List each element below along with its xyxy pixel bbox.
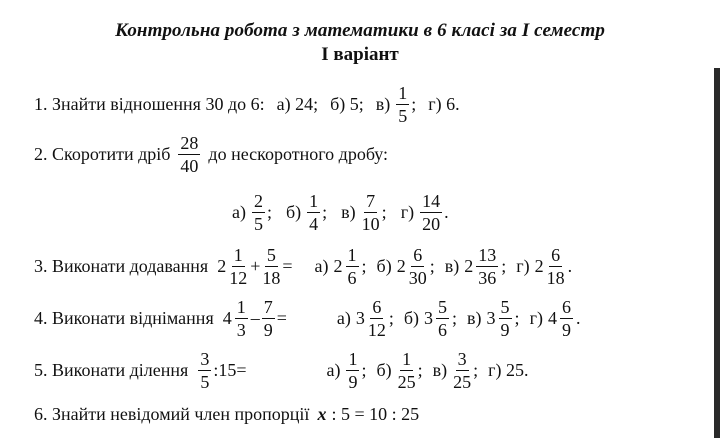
q1-option-c-label: в) (375, 94, 391, 114)
q2-option-c-fraction (362, 192, 380, 233)
fraction-denominator: 6 (438, 320, 448, 340)
q3-option-d-value (535, 246, 567, 287)
q5-option-c-label: в) (432, 360, 448, 380)
q5-option-a-fraction (346, 350, 359, 391)
q5-option-c-fraction (453, 350, 471, 391)
question-3 (34, 246, 572, 287)
option-fraction (346, 246, 359, 287)
fraction-denominator: 40 (180, 156, 199, 176)
fraction-numerator: 3 (457, 349, 467, 369)
option-fraction (499, 298, 512, 339)
q5-option-d: г) 25. (488, 360, 529, 380)
q2-option-b-fraction (307, 192, 320, 233)
q3-option-a-value (334, 246, 361, 287)
q4-option-d-value (548, 298, 575, 339)
q2-fraction (178, 134, 200, 175)
separator: ; (361, 256, 367, 276)
fraction-numerator: 14 (422, 191, 441, 211)
q5-option-b-label: б) (376, 360, 392, 380)
q3-option-b-label: б) (376, 256, 392, 276)
fraction-denominator: 25 (453, 372, 472, 392)
fraction-denominator: 9 (263, 320, 273, 340)
q5-option-a-label: а) (326, 360, 341, 380)
question-4-text: 4. Виконати віднімання (34, 308, 214, 328)
fraction-numerator: 1 (398, 83, 408, 103)
fraction-numerator: 7 (366, 191, 376, 211)
separator: ; (381, 202, 387, 222)
separator: ; (266, 202, 272, 222)
separator: . (444, 202, 449, 222)
option-fraction (560, 298, 573, 339)
fraction-numerator: 6 (551, 245, 561, 265)
fraction-denominator: 3 (236, 320, 246, 340)
fraction-denominator: 30 (408, 268, 427, 288)
q2-option-d-fraction (420, 192, 442, 233)
question-1-text: 1. Знайти відношення 30 до 6: (34, 94, 265, 114)
fraction-denominator: 5 (200, 372, 210, 392)
whole-part: 2 (464, 256, 474, 276)
q4-option-a-value (356, 298, 388, 339)
fraction-numerator: 6 (561, 297, 571, 317)
equals-sign: = (276, 308, 287, 328)
q4-expr-fraction-1 (235, 298, 248, 339)
separator: . (575, 308, 581, 328)
q4-expr-fraction-2 (262, 298, 275, 339)
q5-option-b-fraction (398, 350, 416, 391)
separator: . (567, 256, 573, 276)
fraction-numerator: 6 (413, 245, 423, 265)
question-5-text: 5. Виконати ділення (34, 360, 189, 380)
whole-part: 2 (333, 256, 343, 276)
q1-option-d: г) 6. (428, 94, 460, 114)
fraction-denominator: 4 (309, 214, 319, 234)
fraction-numerator: 6 (372, 297, 382, 317)
option-fraction (547, 246, 565, 287)
question-2-text-before: 2. Скоротити дріб (34, 144, 171, 164)
fraction-numerator: 1 (348, 349, 358, 369)
option-fraction (409, 246, 427, 287)
fraction-numerator: 2 (253, 191, 263, 211)
whole-part: 3 (355, 308, 365, 328)
q4-option-b-value (424, 298, 451, 339)
operator-minus: – (250, 308, 260, 328)
fraction-denominator: 12 (367, 320, 386, 340)
question-2 (34, 134, 388, 175)
q5-expr-divisor: :15= (213, 360, 247, 380)
q3-option-d-label: г) (516, 256, 530, 276)
fraction-denominator: 12 (229, 268, 248, 288)
fraction-denominator: 9 (500, 320, 510, 340)
question-5 (34, 350, 529, 391)
whole-part: 2 (534, 256, 544, 276)
fraction-numerator: 1 (233, 245, 243, 265)
separator: ; (501, 256, 507, 276)
separator: ; (322, 202, 328, 222)
q4-option-a-label: а) (336, 308, 351, 328)
fraction-numerator: 7 (263, 297, 273, 317)
separator: ; (417, 360, 423, 380)
q2-option-a-label: а) (232, 202, 246, 222)
fraction-numerator: 1 (236, 297, 246, 317)
scan-edge-shadow (714, 68, 720, 438)
fraction-denominator: 18 (262, 268, 281, 288)
fraction-numerator: 5 (500, 297, 510, 317)
q2-option-b-label: б) (286, 202, 302, 222)
fraction-denominator: 6 (347, 268, 357, 288)
question-6 (34, 404, 419, 425)
separator: ; (429, 256, 435, 276)
question-3-text: 3. Виконати додавання (34, 256, 209, 276)
fraction-denominator: 25 (397, 372, 416, 392)
q4-option-c-label: в) (467, 308, 482, 328)
separator: ; (361, 360, 367, 380)
worksheet-title: Контрольна робота з математики в 6 класі за I семестр (115, 20, 605, 41)
question-6-text: 6. Знайти невідомий член пропорції (34, 404, 310, 424)
separator: ; (388, 308, 394, 328)
q1-option-c-sep: ; (411, 94, 417, 114)
q5-expr-fraction (198, 350, 211, 391)
question-1 (34, 84, 460, 125)
q1-option-c-fraction (396, 84, 409, 125)
unknown-variable: x (317, 404, 327, 424)
q3-expr-fraction-2 (262, 246, 280, 287)
q4-option-c-value (487, 298, 514, 339)
option-fraction (476, 246, 498, 287)
fraction-numerator: 3 (200, 349, 210, 369)
q2-option-c-label: в) (341, 202, 356, 222)
q1-option-b: б) 5; (330, 94, 364, 114)
q3-expr-mixed (217, 246, 249, 287)
fraction-numerator: 5 (438, 297, 448, 317)
fraction-denominator: 9 (348, 372, 358, 392)
fraction-numerator: 13 (478, 245, 497, 265)
fraction-denominator: 5 (398, 106, 408, 126)
fraction-numerator: 28 (180, 133, 199, 153)
q3-expr-fraction-1 (229, 246, 247, 287)
fraction-denominator: 18 (546, 268, 565, 288)
q3-option-a-label: а) (314, 256, 329, 276)
question-2-text-after: до нескоротного дробу: (208, 144, 389, 164)
option-fraction (436, 298, 449, 339)
operator-plus: + (250, 256, 261, 276)
fraction-denominator: 9 (561, 320, 571, 340)
separator: ; (452, 308, 458, 328)
fraction-denominator: 36 (478, 268, 497, 288)
fraction-numerator: 1 (309, 191, 319, 211)
fraction-numerator: 1 (347, 245, 357, 265)
fraction-numerator: 1 (402, 349, 412, 369)
proportion-rest: : 5 = 10 : 25 (331, 404, 420, 424)
fraction-denominator: 20 (422, 214, 441, 234)
q4-option-b-label: б) (403, 308, 420, 328)
q3-option-b-value (397, 246, 429, 287)
separator: ; (514, 308, 520, 328)
q4-expr-mixed (223, 298, 250, 339)
question-4 (34, 298, 580, 339)
separator: ; (473, 360, 479, 380)
q1-option-a: а) 24; (276, 94, 319, 114)
option-fraction (368, 298, 386, 339)
q4-option-d-label: г) (529, 308, 543, 328)
q3-option-c-label: в) (444, 256, 460, 276)
q2-option-d-label: г) (400, 202, 415, 222)
variant-heading: I варіант (321, 44, 399, 65)
whole-part: 3 (486, 308, 496, 328)
fraction-denominator: 5 (253, 214, 263, 234)
q3-option-c-value (464, 246, 500, 287)
equals-sign: = (282, 256, 293, 276)
fraction-numerator: 5 (266, 245, 276, 265)
whole-part: 3 (424, 308, 434, 328)
q2-options (232, 192, 449, 233)
whole-part: 2 (217, 256, 227, 276)
whole-part: 4 (547, 308, 557, 328)
q2-option-a-fraction (252, 192, 265, 233)
fraction-denominator: 10 (361, 214, 380, 234)
whole-part: 4 (222, 308, 232, 328)
whole-part: 2 (396, 256, 406, 276)
